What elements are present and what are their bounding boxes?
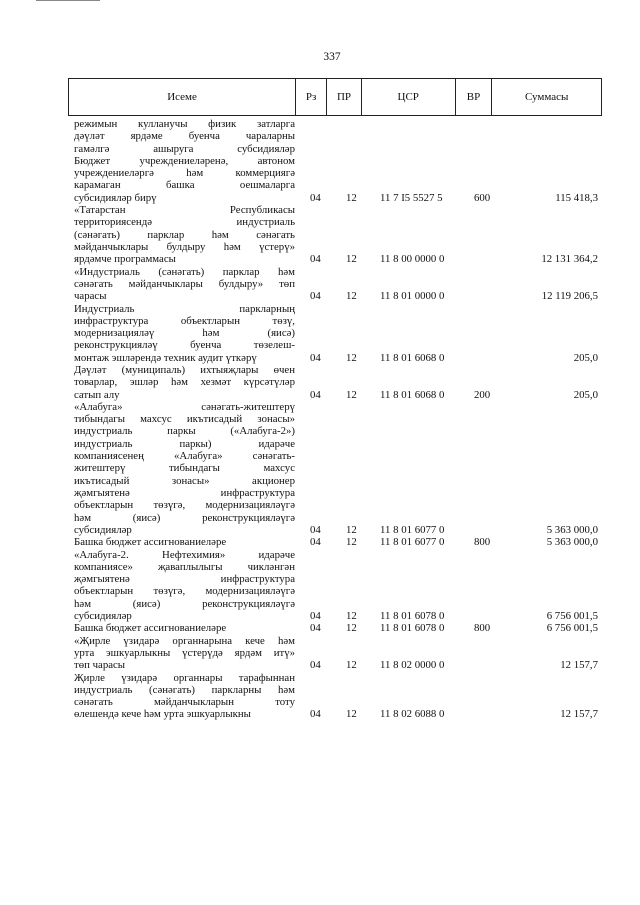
row-sum: 115 418,3	[555, 191, 598, 204]
row-name-line: карамаган башка оешмаларга	[74, 179, 295, 192]
table-row	[68, 266, 602, 303]
row-csr: 11 7 I5 5527 5	[380, 191, 443, 204]
row-name-line: субсидияләр бирү	[74, 191, 157, 204]
row-pr: 12	[346, 659, 357, 672]
row-name	[74, 401, 295, 536]
row-name-line: объектларын төзүгә, модернизацияләүгә	[74, 585, 295, 598]
row-name-line: «Татарстан Республикасы	[74, 204, 295, 217]
row-sum: 12 157,7	[560, 659, 598, 672]
row-name	[74, 303, 295, 364]
row-name-line: тибындагы махсус икътисадый зонасы»	[74, 413, 295, 426]
row-name-line: сатып алу	[74, 388, 120, 401]
row-name-line: реконструкцияләү буенча төзелеш-	[74, 339, 295, 352]
row-name-line: һәм (яисә) реконструкцияләүгә	[74, 597, 295, 610]
row-name	[74, 635, 295, 672]
row-name-line: индустриаль паркы («Алабуга-2»)	[74, 425, 295, 438]
row-name-line: икътисадый зонасы» акционер	[74, 474, 295, 487]
header-sum: Суммасы	[491, 79, 601, 115]
row-name-line: индустриаль (сәнәгать) паркларны һәм	[74, 683, 295, 696]
row-sum: 12 131 364,2	[541, 253, 598, 266]
table-row	[68, 364, 602, 401]
row-csr: 11 8 01 6077 0	[380, 536, 445, 549]
row-csr: 11 8 01 6078 0	[380, 622, 445, 635]
table-row	[68, 118, 602, 204]
header-pr: ПР	[326, 79, 361, 115]
row-sum: 6 756 001,5	[546, 610, 598, 622]
row-name-line: объектларын төзүгә, модернизацияләүгә	[74, 499, 295, 512]
header-csr: ЦСР	[361, 79, 455, 115]
row-csr: 11 8 00 0000 0	[380, 253, 445, 266]
row-name-line: дәүләт ярдәме буенча чараларны	[74, 130, 295, 143]
row-name-line: субсидияләр	[74, 609, 132, 622]
row-rz: 04	[310, 622, 321, 635]
row-rz: 04	[310, 351, 321, 364]
row-pr: 12	[346, 708, 357, 721]
table-row	[68, 622, 602, 634]
row-pr: 12	[346, 290, 357, 303]
row-name-line: мәйданчыклары булдыру һәм үстерү»	[74, 240, 295, 253]
row-csr: 11 8 01 6078 0	[380, 610, 445, 622]
row-name-line: субсидияләр	[74, 523, 132, 536]
row-name-line: Башка бюджет ассигнованиеләре	[74, 622, 227, 635]
row-name-line: инфраструктура объектларын төзү,	[74, 314, 295, 327]
row-name-line: учреждениеләргә һәм коммерциягә	[74, 167, 295, 180]
row-name-line: компаниясенең «Алабуга» сәнәгать-	[74, 450, 295, 463]
row-rz: 04	[310, 610, 321, 622]
scan-edge-mark	[36, 0, 100, 1]
row-pr: 12	[346, 351, 357, 364]
row-name	[74, 118, 295, 204]
row-name-line: сәнәгать мәйданчыклары булдыру» төп	[74, 277, 295, 290]
row-name	[74, 266, 295, 303]
table-row	[68, 536, 602, 548]
header-rz: Рз	[295, 79, 326, 115]
row-name-line: житештерү тибындагы махсус	[74, 462, 295, 475]
table-row	[68, 672, 602, 721]
row-name-line: гамәлгә ашыруга субсидияләр	[74, 142, 295, 155]
row-pr: 12	[346, 536, 357, 549]
table-row	[68, 303, 602, 365]
row-name	[74, 549, 295, 623]
row-rz: 04	[310, 659, 321, 672]
header-name: Исеме	[167, 91, 197, 103]
row-sum: 12 119 206,5	[541, 290, 598, 303]
row-csr: 11 8 02 6088 0	[380, 708, 445, 721]
header-vr: ВР	[455, 79, 492, 115]
row-csr: 11 8 01 6068 0	[380, 388, 445, 401]
row-vr: 800	[474, 622, 491, 635]
table-header	[68, 78, 602, 116]
row-name-line: «Җирле үзидарә органнарына кече һәм	[74, 634, 295, 647]
row-name	[74, 672, 295, 721]
row-pr: 12	[346, 523, 357, 536]
row-name-line: «Индустриаль (сәнәгать) парклар һәм	[74, 265, 295, 278]
row-name-line: Дәүләт (муниципаль) ихтыяҗлары өчен	[74, 364, 295, 376]
row-csr: 11 8 01 0000 0	[380, 290, 445, 303]
row-vr: 200	[474, 388, 491, 401]
row-name-line: «Алабуга-2. Нефтехимия» идарәче	[74, 548, 295, 561]
row-name-line: товарлар, эшләр һәм хезмәт күрсәтүләр	[74, 376, 295, 389]
row-sum: 12 157,7	[560, 708, 598, 721]
row-name-line: чарасы	[74, 290, 107, 303]
table-row	[68, 549, 602, 623]
row-rz: 04	[310, 708, 321, 721]
row-pr: 12	[346, 622, 357, 635]
row-csr: 11 8 02 0000 0	[380, 659, 445, 672]
page-number: 337	[323, 51, 341, 63]
row-sum: 205,0	[573, 351, 598, 364]
row-name-line: Башка бюджет ассигнованиеләре	[74, 536, 227, 549]
row-name-line: монтаж эшләрендә техник аудит үткәрү	[74, 351, 257, 364]
row-pr: 12	[346, 610, 357, 622]
row-name	[74, 536, 295, 548]
row-name-line: һәм (яисә) реконструкцияләүгә	[74, 511, 295, 524]
row-sum: 6 756 001,5	[546, 622, 598, 635]
row-name-line: территориясендә индустриаль	[74, 216, 295, 229]
row-name-line: ярдәмче программасы	[74, 253, 176, 266]
row-name	[74, 364, 295, 401]
row-pr: 12	[346, 388, 357, 401]
row-name-line: Җирле үзидарә органнары тарафыннан	[74, 671, 295, 684]
row-name-line: компаниясе» җаваплылыгы чикләнгән	[74, 560, 295, 573]
row-csr: 11 8 01 6068 0	[380, 351, 445, 364]
row-sum: 5 363 000,0	[546, 523, 598, 536]
row-rz: 04	[310, 191, 321, 204]
row-name-line: сәнәгать мәйданчыкларын тоту	[74, 696, 295, 709]
row-name-line: Бюджет учреждениеләренә, автоном	[74, 154, 295, 167]
row-pr: 12	[346, 253, 357, 266]
row-rz: 04	[310, 523, 321, 536]
table-row	[68, 401, 602, 536]
row-name-line: җәмгыятенә инфраструктура	[74, 486, 295, 499]
row-name-line: «Алабуга» сәнәгать-житештерү	[74, 400, 295, 413]
row-name-line: төп чарасы	[74, 659, 126, 672]
row-name-line: модернизацияләү һәм (яисә)	[74, 327, 295, 340]
row-name-line: җәмгыятенә инфраструктура	[74, 573, 295, 586]
row-csr: 11 8 01 6077 0	[380, 523, 445, 536]
row-rz: 04	[310, 290, 321, 303]
table-row	[68, 204, 602, 266]
row-name-line: индустриаль паркы) идарәче	[74, 437, 295, 450]
row-pr: 12	[346, 191, 357, 204]
row-vr: 800	[474, 536, 491, 549]
table-row	[68, 635, 602, 672]
row-name	[74, 204, 295, 265]
row-vr: 600	[474, 191, 491, 204]
row-rz: 04	[310, 388, 321, 401]
row-name	[74, 622, 295, 634]
row-name-line: режимын кулланучы физик затларга	[74, 118, 295, 130]
row-name-line: Индустриаль паркларның	[74, 302, 295, 315]
row-rz: 04	[310, 253, 321, 266]
row-sum: 5 363 000,0	[546, 536, 598, 549]
row-sum: 205,0	[573, 388, 598, 401]
row-name-line: өлешендә кече һәм урта эшкуарлыкны	[74, 708, 251, 721]
row-name-line: урта эшкуарлыкны үстерүдә ярдәм итү»	[74, 646, 295, 659]
row-rz: 04	[310, 536, 321, 549]
row-name-line: (сәнәгать) парклар һәм сәнәгать	[74, 228, 295, 241]
